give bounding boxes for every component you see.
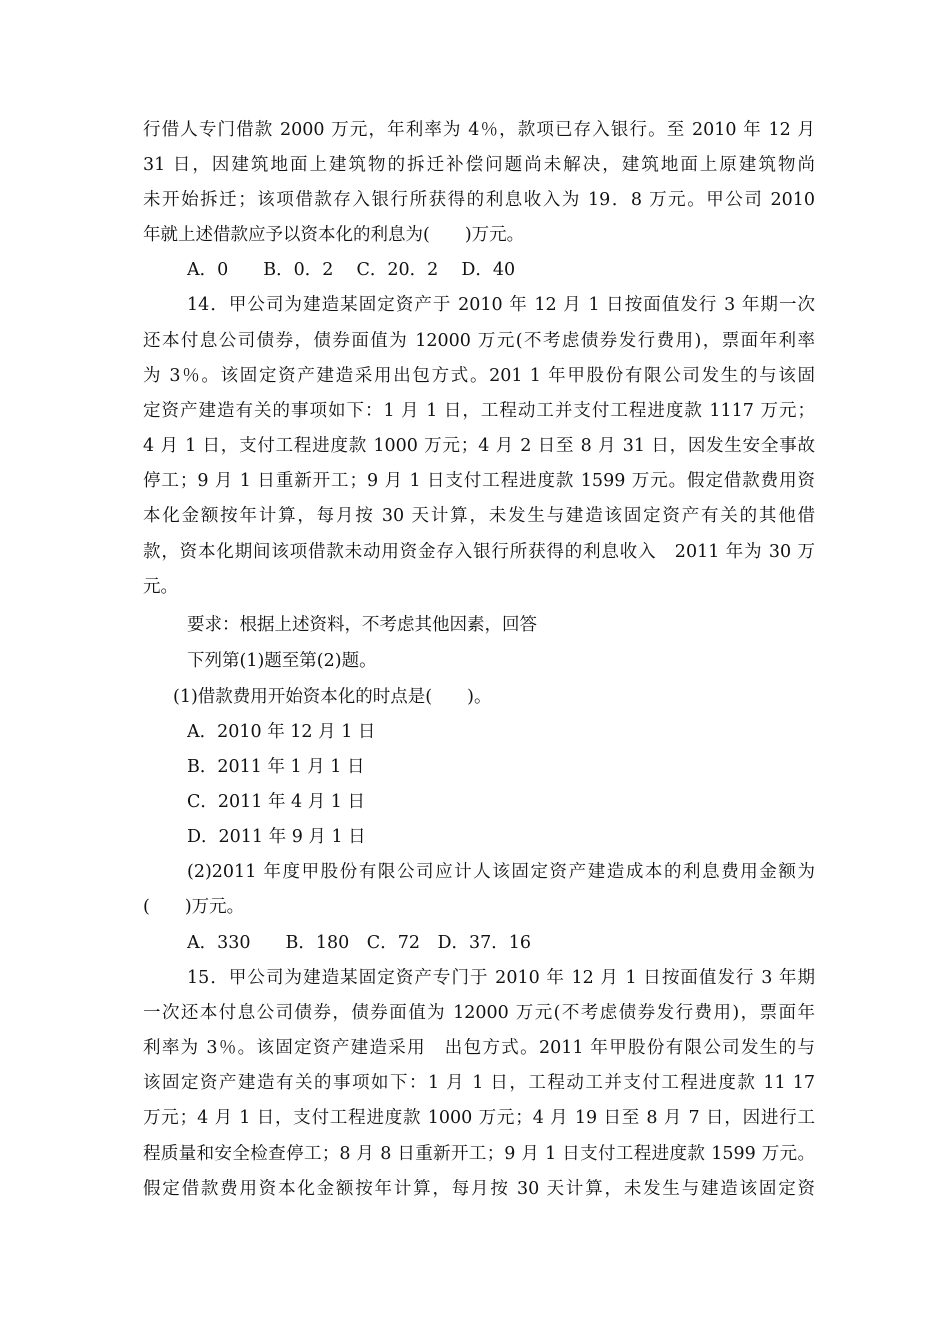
text-line: 款，资本化期间该项借款未动用资金存入银行所获得的利息收入 2011 年为 30 万 bbox=[143, 542, 815, 562]
sub-question-2: (2)2011 年度甲股份有限公司应计人该固定资产建造成本的利息费用金额为 bbox=[187, 862, 815, 882]
option-d: D．2011 年 9 月 1 日 bbox=[187, 827, 366, 847]
text-line: 一次还本付息公司债券，债券面值为 12000 万元(不考虑债券发行费用)，票面年 bbox=[143, 1003, 815, 1023]
answer-options: A．0 B．0．2 C．20．2 D．40 bbox=[187, 260, 516, 280]
requirement-line: 要求：根据上述资料，不考虑其他因素，回答 bbox=[187, 615, 537, 635]
text-line: 程质量和安全检查停工；8 月 8 日重新开工；9 月 1 日支付工程进度款 1599 万元。 bbox=[143, 1144, 815, 1164]
text-line: 还本付息公司债券，债券面值为 12000 万元(不考虑债券发行费用)，票面年利率 bbox=[143, 331, 815, 351]
text-line: 利率为 3％。该固定资产建造采用 出包方式。2011 年甲股份有限公司发生的与 bbox=[143, 1038, 815, 1058]
text-line: 31 日，因建筑地面上建筑物的拆迁补偿问题尚未解决，建筑地面上原建筑物尚 bbox=[143, 155, 815, 175]
text-line: 为 3％。该固定资产建造采用出包方式。201 1 年甲股份有限公司发生的与该固 bbox=[143, 366, 815, 386]
text-line: 元。 bbox=[143, 577, 178, 597]
answer-options: A．330 B．180 C．72 D．37．16 bbox=[187, 933, 532, 953]
option-c: C．2011 年 4 月 1 日 bbox=[187, 792, 366, 812]
text-line: 假定借款费用资本化金额按年计算，每月按 30 天计算，未发生与建造该固定资 bbox=[143, 1179, 815, 1199]
option-b: B．2011 年 1 月 1 日 bbox=[187, 757, 365, 777]
sub-question-1: (1)借款费用开始资本化的时点是( )。 bbox=[173, 687, 492, 707]
text-line: 该固定资产建造有关的事项如下：1 月 1 日，工程动工并支付工程进度款 11 17 bbox=[143, 1073, 815, 1093]
text-line: 未开始拆迁；该项借款存入银行所获得的利息收入为 19．8 万元。甲公司 2010 bbox=[143, 190, 815, 210]
option-a: A．2010 年 12 月 1 日 bbox=[187, 722, 376, 742]
text-line: 4 月 1 日，支付工程进度款 1000 万元；4 月 2 日至 8 月 31 日，因发生安全事故 bbox=[143, 436, 815, 456]
text-line: ( )万元。 bbox=[143, 897, 245, 917]
question-15-first-line: 15．甲公司为建造某固定资产专门于 2010 年 12 月 1 日按面值发行 3 年期 bbox=[187, 968, 815, 988]
text-line: 停工；9 月 1 日重新开工；9 月 1 日支付工程进度款 1599 万元。假定借款费用资 bbox=[143, 471, 815, 491]
text-line: 年就上述借款应予以资本化的利息为( )万元。 bbox=[143, 225, 525, 245]
requirement-line: 下列第(1)题至第(2)题。 bbox=[187, 651, 377, 671]
text-line: 行借人专门借款 2000 万元，年利率为 4％，款项已存入银行。至 2010 年 12 月 bbox=[143, 120, 815, 140]
text-line: 万元；4 月 1 日，支付工程进度款 1000 万元；4 月 19 日至 8 月 7 日，因进行工 bbox=[143, 1108, 815, 1128]
text-line: 本化金额按年计算，每月按 30 天计算，未发生与建造该固定资产有关的其他借 bbox=[143, 506, 815, 526]
text-line: 定资产建造有关的事项如下：1 月 1 日，工程动工并支付工程进度款 1117 万元； bbox=[143, 401, 815, 421]
question-14-first-line: 14．甲公司为建造某固定资产于 2010 年 12 月 1 日按面值发行 3 年期一次 bbox=[187, 295, 815, 315]
